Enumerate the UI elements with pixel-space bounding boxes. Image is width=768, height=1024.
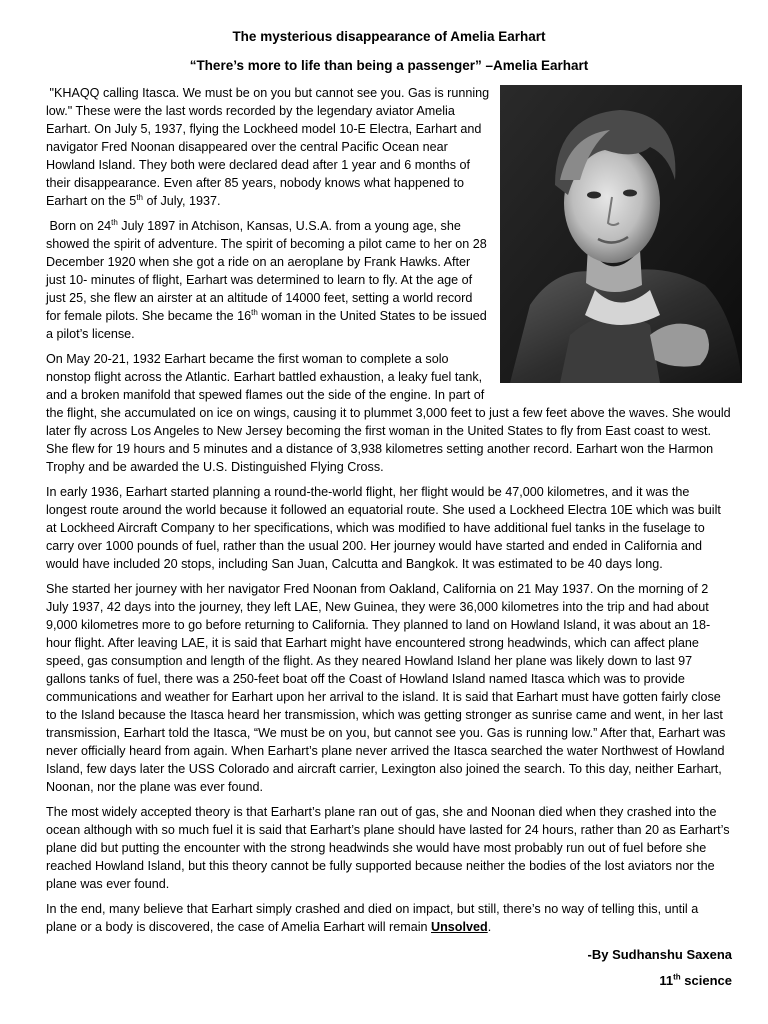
unsolved-word: Unsolved [431, 920, 488, 934]
p1-sup: th [136, 192, 143, 202]
p7-text: In the end, many believe that Earhart simply crashed and died on impact, but still, there’s no way of telling this, until a plane or a body is discovered, the case of Amelia Earhart will remain [46, 902, 699, 934]
document-quote: “There’s more to life than being a passenger” –Amelia Earhart [189, 58, 589, 73]
portrait-illustration [500, 85, 742, 383]
p2-b: July 1897 in Atchison, Kansas, U.S.A. from a young age, she showed the spirit of adventure. The spirit of becoming a pilot came to her on 28 December 1920 when she got a ride on an aeroplane by Frank Hawks. After just 10- minutes of flight, Earhart was determined to learn to fly. At the age of just 25, she flew an airster at an altitude of 14000 feet, setting a world record for female pilots. She became the 16 [46, 219, 487, 323]
grade-rest: science [680, 973, 732, 988]
p2-c: woman in the United States to be issued a pilot’s license. [46, 309, 487, 341]
grade-sup: th [673, 972, 681, 982]
portrait-photo [500, 85, 742, 383]
paragraph-7 [46, 900, 732, 936]
p7-end: . [487, 920, 492, 934]
document-title: The mysterious disappearance of Amelia Earhart [232, 29, 546, 44]
p1-end: of July, 1937. [143, 194, 221, 208]
grade-line [46, 972, 732, 990]
p2-sup2: th [251, 307, 258, 317]
p1-text: "KHAQQ calling Itasca. We must be on you but cannot see you. Gas is running low." These were the last words recorded by the legendary aviator Amelia Earhart. On July 5, 1937, flying the Lockheed model 10-E Electra, Earhart and navigator Fred Noonan disappeared over the central Pacific Ocean near Howland Island. They both were declared dead after 1 year and 6 months of their disappearance. Even after 85 years, nobody knows what happened to Earhart on the 5 [46, 86, 490, 208]
paragraph-5: She started her journey with her navigator Fred Noonan from Oakland, California on 21 May 1937. On the morning of 2 July 1937, 42 days into the journey, they left LAE, New Guinea, they were 36,000 kilometres into the trip and had about 9,000 kilometres more to go before returning to California. They planned to land on Howland Island, it was about an 18-hour flight. After leaving LAE, it is said that Earhart might have encountered strong headwinds, which can affect plane speed, gas consumption and length of the flight. As they neared Howland Island her plane was likely down to last 97 gallons tanks of fuel, there was a 250-feet boat off the Coast of Howland Island named Itasca which was to provide communications and weather for Earhart upon her arrival to the island. It is said that Earhart must have gotten fairly close to the Island because the Itasca heard her transmission, which was getting stronger as sunrise came and went, in her last transmission, Earhart told the Itasca, “We must be on you, but cannot see you. Gas is running low.” After that, Earhart was never officially heard from again. When Earhart’s plane never arrived the Itasca searched the water Northwest of Howland Island, few days later the USS Colorado and aircraft carrier, Lexington also joined the search. To this day, neither Earhart, Noonan, nor the plane was ever found. [46, 582, 726, 794]
grade-number: 11 [659, 973, 674, 988]
byline: -By Sudhanshu Saxena [587, 947, 732, 962]
paragraph-6: The most widely accepted theory is that Earhart’s plane ran out of gas, she and Noonan died when they crashed into the ocean although with so much fuel it is said that Earhart’s plane should have lasted for 24 hours, rather than 20 as Earhart’s plane did but putting the encounter with the strong headwinds she would have most probably run out of fuel before she reached Howland Island, but this theory cannot be fully supported because neither the bodies of the lost aviators nor the plane was ever found. [46, 805, 730, 891]
paragraph-3: On May 20-21, 1932 Earhart became the first woman to complete a solo nonstop flight across the Atlantic. Earhart battled exhaustion, a leaky fuel tank, and a broken manifold that spewed flames out the side of the engine. In part of the flight, she accumulated on ice on wings, causing it to plummet 3,000 feet to just a few feet above the waves. She would later fly across Los Angeles to New Jersey becoming the first woman in the United States to fly from East coast to west. She flew for 19 hours and 5 minutes and a distance of 3,938 kilometres setting another record. Earhart won the Harmon Trophy and be awarded the U.S. Distinguished Flying Cross. [46, 352, 731, 474]
paragraph-4: In early 1936, Earhart started planning a round-the-world flight, her flight would be 47,000 kilometres, and it was the longest route around the world because it followed an equatorial route. She used a Lockheed Electra 10E which was built at Lockheed Aircraft Company to her specifications, which was modified to have additional fuel tanks in the fuselage to carry over 1000 pounds of fuel, rather than the usual 200. Her journey would have started and ended in California and would have included 20 stops, including San Juan, Calcutta and Bangkok. It was estimated to be 40 days long. [46, 485, 721, 571]
p2-sup1: th [111, 217, 118, 227]
p2-a: Born on 24 [49, 219, 112, 233]
